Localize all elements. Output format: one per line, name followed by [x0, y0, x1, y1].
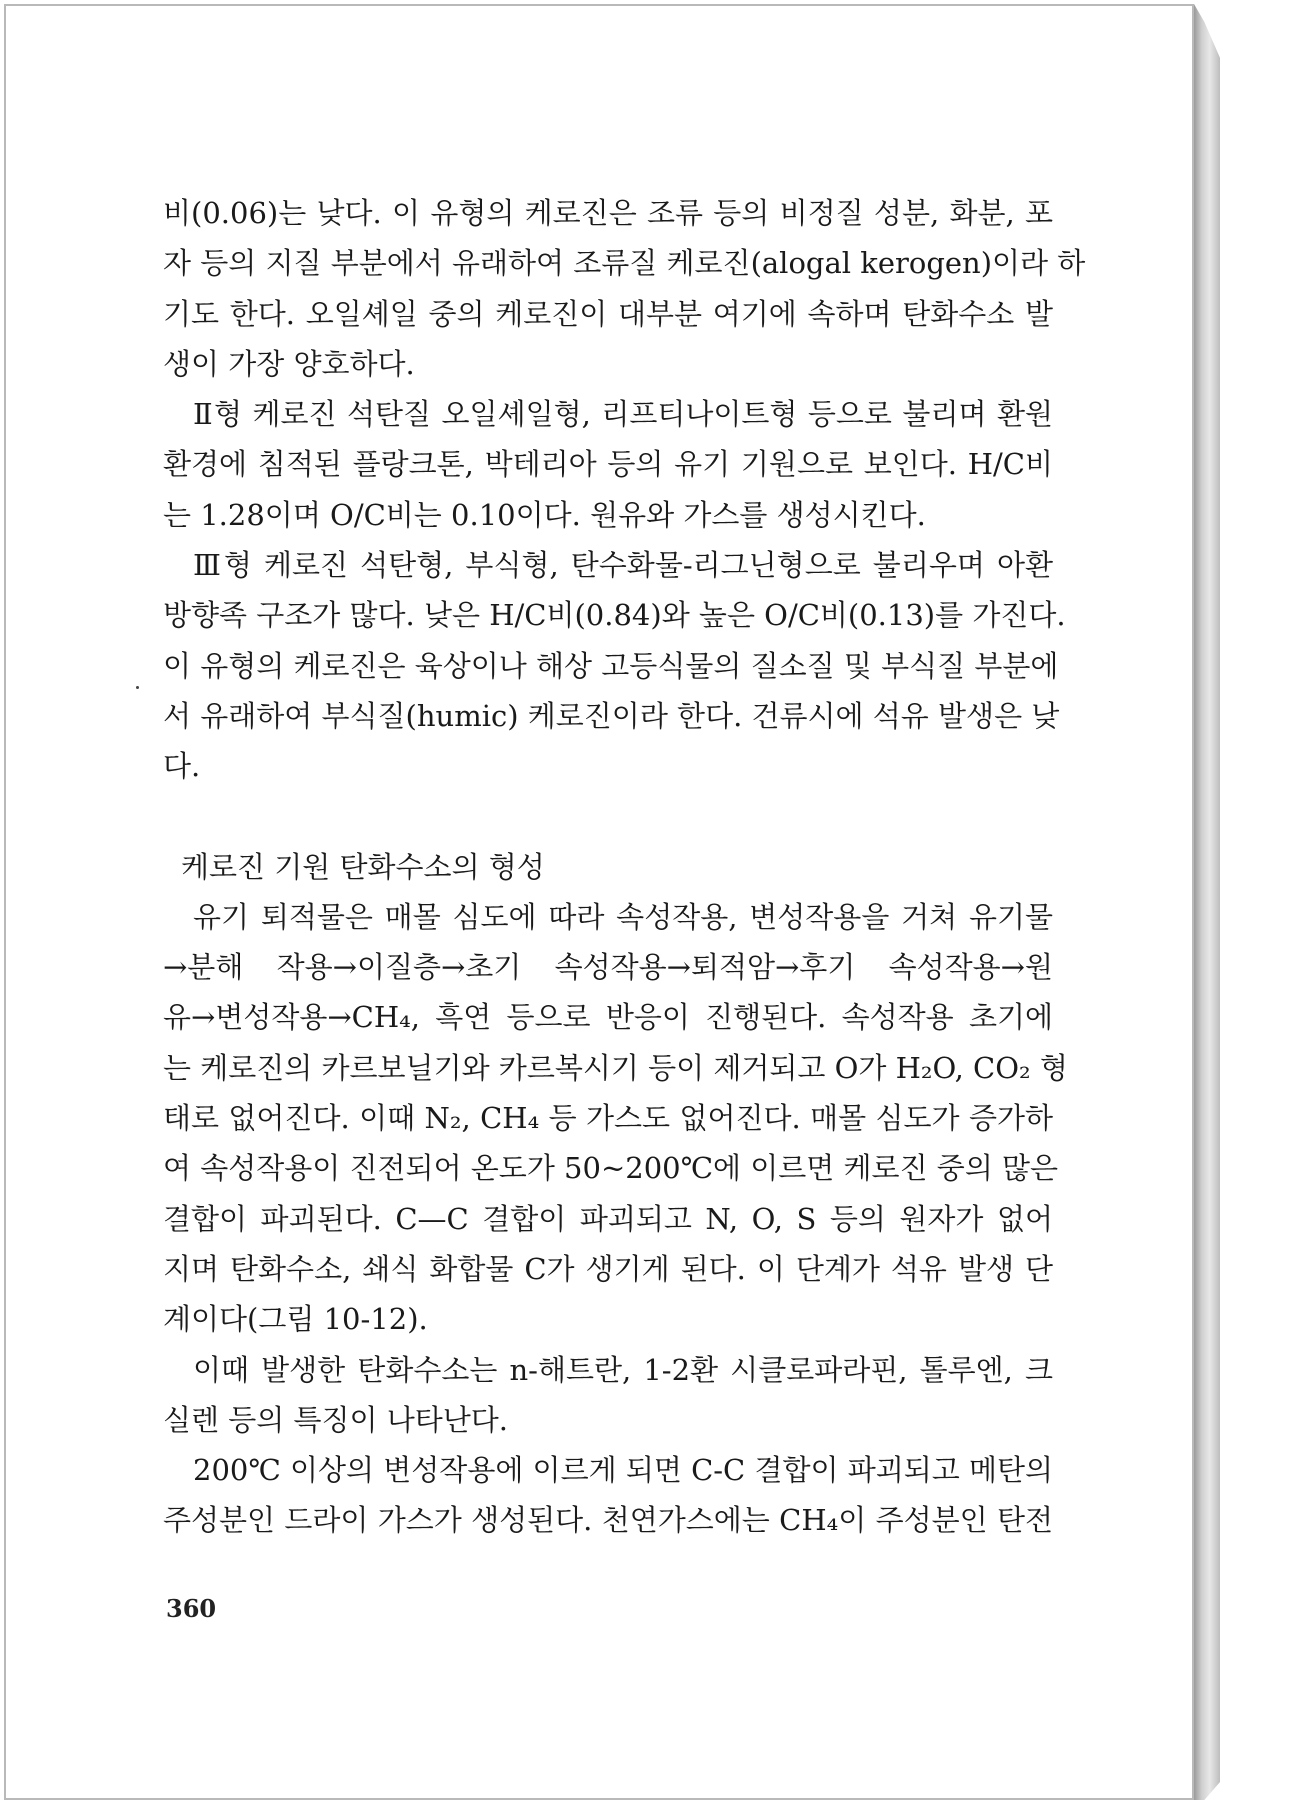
page-number: 360	[166, 1594, 217, 1623]
text-line: 서 유래하여 부식질(humic) 케로진이라 한다. 건류시에 석유 발생은 낮	[163, 698, 1060, 733]
text-line: 태로 없어진다. 이때 N₂, CH₄ 등 가스도 없어진다. 매몰 심도가 증가하	[163, 1101, 1053, 1136]
text-line: 실렌 등의 특징이 나타난다.	[163, 1402, 509, 1437]
type2-kerogen-paragraph-start: Ⅱ형 케로진 석탄질 오일셰일형, 리프티나이트형 등으로 불리며 환원	[193, 397, 1053, 432]
text-line: 생이 가장 양호하다.	[163, 346, 415, 381]
text-line: 주성분인 드라이 가스가 생성된다. 천연가스에는 CH₄이 주성분인 탄전	[163, 1503, 1053, 1538]
text-line: →분해 작용→이질층→초기 속성작용→퇴적암→후기 속성작용→원	[163, 950, 1053, 985]
text-line: 결합이 파괴된다. C—C 결합이 파괴되고 N, O, S 등의 원자가 없어	[163, 1201, 1053, 1236]
text-line: 환경에 침적된 플랑크톤, 박테리아 등의 유기 기원으로 보인다. H/C비	[163, 447, 1053, 482]
text-line: 이 유형의 케로진은 육상이나 해상 고등식물의 질소질 및 부식질 부분에	[163, 648, 1059, 683]
text-line: 자 등의 지질 부분에서 유래하여 조류질 케로진(alogal kerogen)이라 하	[163, 246, 1086, 281]
text-line: 계이다(그림 10-12).	[163, 1302, 428, 1337]
section-heading: 케로진 기원 탄화수소의 형성	[181, 849, 545, 884]
text-line: 비(0.06)는 낮다. 이 유형의 케로진은 조류 등의 비정질 성분, 화분, 포	[163, 196, 1053, 230]
book-page	[4, 4, 1194, 1800]
text-line: 지며 탄화수소, 쇄식 화합물 C가 생기게 된다. 이 단계가 석유 발생 단	[163, 1251, 1053, 1286]
text-line: 방향족 구조가 많다. 낮은 H/C비(0.84)와 높은 O/C비(0.13)를 가진다.	[163, 598, 1066, 633]
text-line: 는 1.28이며 O/C비는 0.10이다. 원유와 가스를 생성시킨다.	[163, 497, 926, 532]
page-edge-shadow	[1194, 4, 1220, 1800]
text-line: 유→변성작용→CH₄, 흑연 등으로 반응이 진행된다. 속성작용 초기에	[163, 1000, 1053, 1035]
page-body	[163, 188, 1086, 1546]
text-line: 이때 발생한 탄화수소는 n-해트란, 1-2환 시클로파라핀, 톨루엔, 크	[193, 1352, 1053, 1387]
text-line: 유기 퇴적물은 매몰 심도에 따라 속성작용, 변성작용을 거쳐 유기물	[193, 899, 1053, 934]
type3-kerogen-paragraph-start: Ⅲ형 케로진 석탄형, 부식형, 탄수화물-리그닌형으로 불리우며 아환	[193, 548, 1053, 583]
text-line: 다.	[163, 749, 201, 784]
text-line: 여 속성작용이 진전되어 온도가 50~200℃에 이르면 케로진 중의 많은	[163, 1151, 1059, 1186]
text-line: 는 케로진의 카르보닐기와 카르복시기 등이 제거되고 O가 H₂O, CO₂ 형	[163, 1050, 1068, 1085]
section-gap	[163, 792, 1053, 842]
text-line: 200℃ 이상의 변성작용에 이르게 되면 C-C 결합이 파괴되고 메탄의	[193, 1453, 1054, 1488]
text-line: 기도 한다. 오일셰일 중의 케로진이 대부분 여기에 속하며 탄화수소 발	[163, 296, 1053, 331]
stray-mark	[136, 686, 139, 689]
